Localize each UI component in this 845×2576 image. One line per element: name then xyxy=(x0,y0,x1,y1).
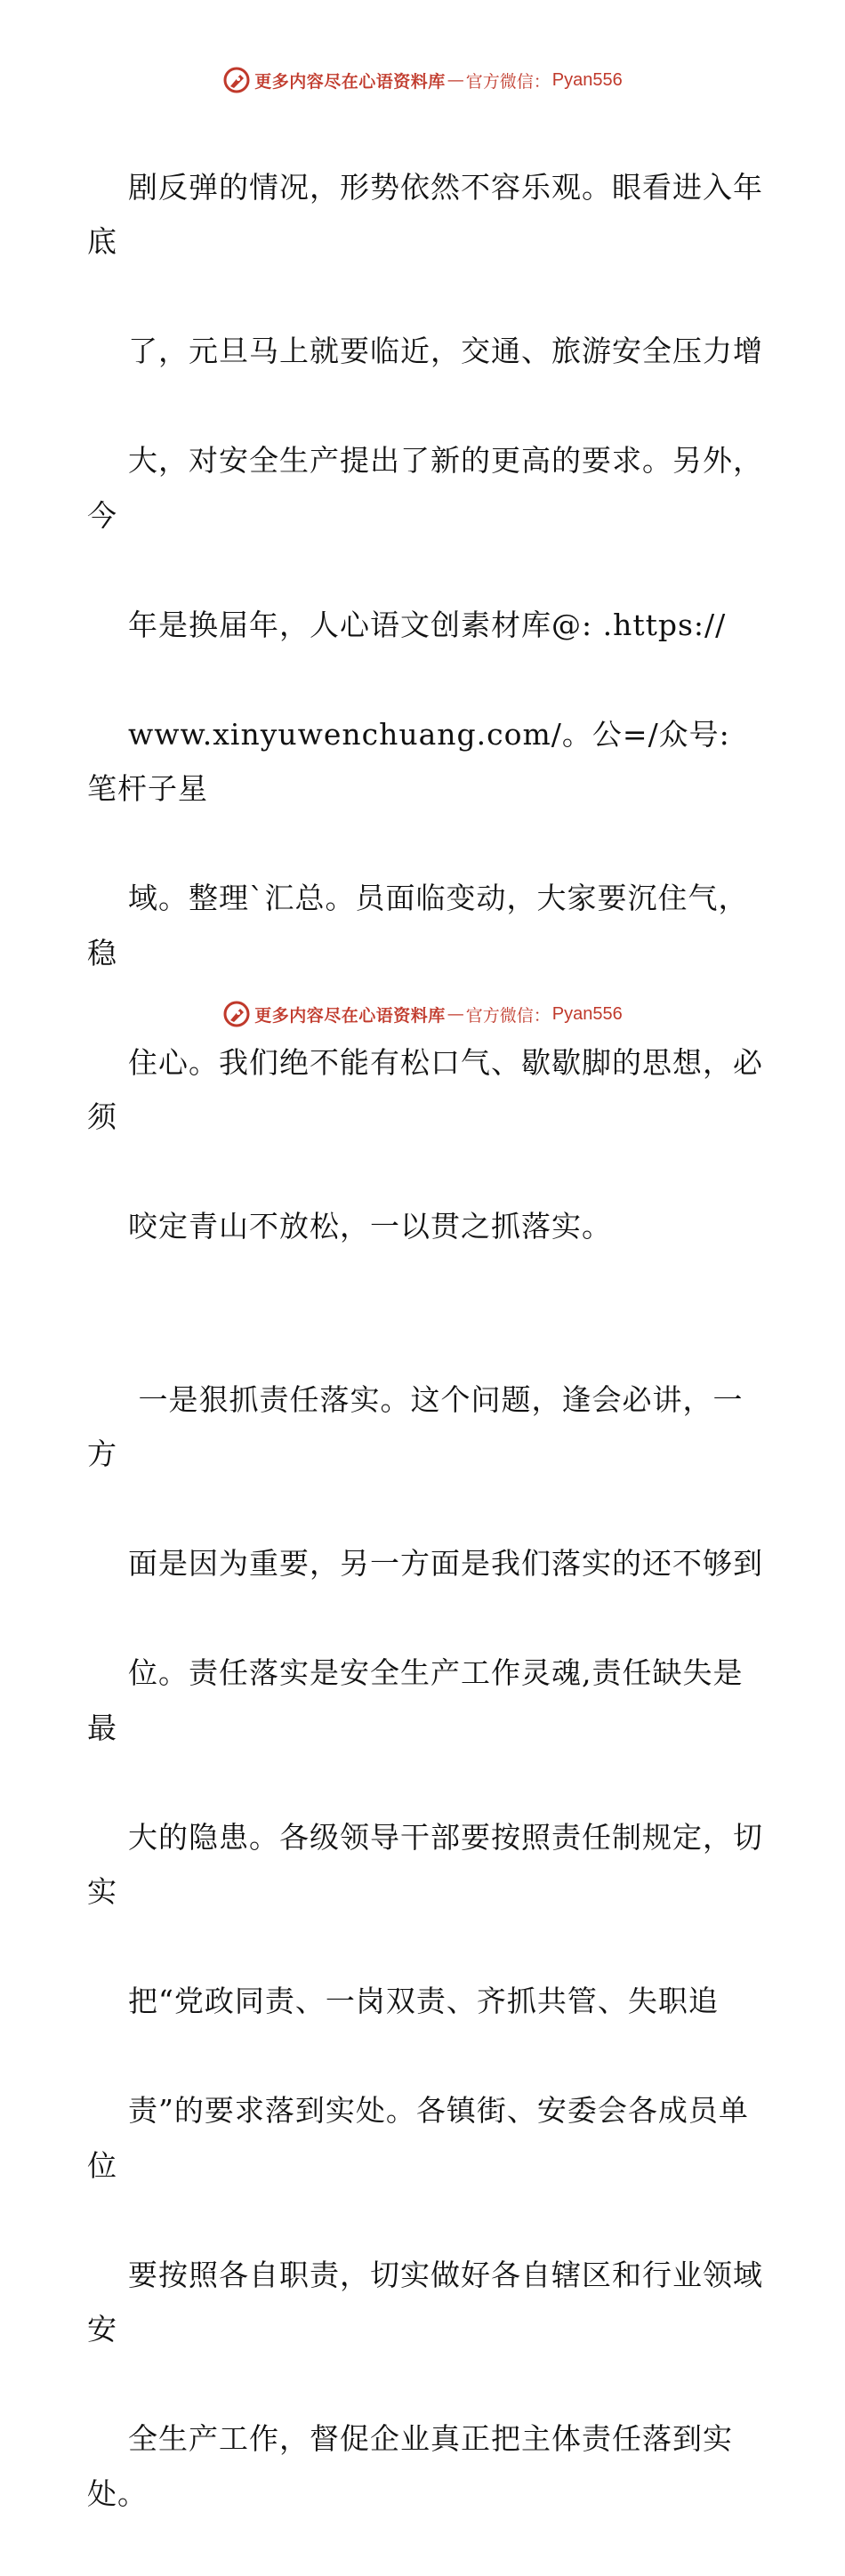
watermark-handle: Pyan556 xyxy=(551,69,623,90)
text-line: 大，对安全生产提出了新的更高的要求。另外，今 xyxy=(87,443,763,533)
text-line: 剧反弹的情况，形势依然不容乐观。眼看进入年底 xyxy=(87,169,763,259)
footer-watermark xyxy=(0,998,845,1030)
text-line: 面是因为重要，另一方面是我们落实的还不够到 xyxy=(127,1546,763,1581)
paragraph-2 xyxy=(87,1317,763,2576)
document-body xyxy=(87,105,763,2576)
pen-nib-circle-icon xyxy=(222,1000,251,1028)
watermark-site-text: 更多内容尽在心语资料库 xyxy=(254,71,446,92)
watermark-label: 官方微信： xyxy=(465,1005,551,1026)
text-line: 住心。我们绝不能有松口气、歇歇脚的思想，必须 xyxy=(87,1044,763,1134)
watermark-site-text: 更多内容尽在心语资料库 xyxy=(254,1005,446,1026)
text-line: 责”的要求落到实处。各镇街、安委会各成员单位 xyxy=(87,2093,749,2183)
text-line: 要按照各自职责，切实做好各自辖区和行业领域安 xyxy=(87,2257,763,2347)
text-line: 大的隐患。各级领导干部要按照责任制规定，切实 xyxy=(87,1819,763,1909)
text-line: 位。责任落实是安全生产工作灵魂,责任缺失是最 xyxy=(87,1655,744,1745)
watermark-handle: Pyan556 xyxy=(551,1003,623,1024)
paragraph-1 xyxy=(87,105,763,1308)
text-line: 全生产工作，督促企业真正把主体责任落到实处。 xyxy=(87,2421,733,2511)
text-line: 年是换届年，人心语文创素材库@: .https:// xyxy=(127,607,727,642)
pen-nib-circle-icon xyxy=(222,66,251,94)
text-line: 域。整理`汇总。员面临变动，大家要沉住气，稳 xyxy=(87,881,749,970)
text-line: 把“党政同责、一岗双责、齐抓共管、失职追 xyxy=(127,1984,719,2018)
watermark-separator: — xyxy=(447,70,464,90)
watermark-separator: — xyxy=(447,1004,464,1024)
text-line: www.xinyuwenchuang.com/。公=/众号: 笔杆子星 xyxy=(87,716,741,806)
text-line: 一是狠抓责任落实。这个问题，逢会必讲，一方 xyxy=(87,1381,744,1471)
watermark-label: 官方微信： xyxy=(465,71,551,92)
text-line: 了，元旦马上就要临近，交通、旅游安全压力增 xyxy=(127,334,763,368)
header-watermark xyxy=(0,64,845,96)
text-line: 咬定青山不放松，一以贯之抓落实。 xyxy=(127,1209,612,1244)
